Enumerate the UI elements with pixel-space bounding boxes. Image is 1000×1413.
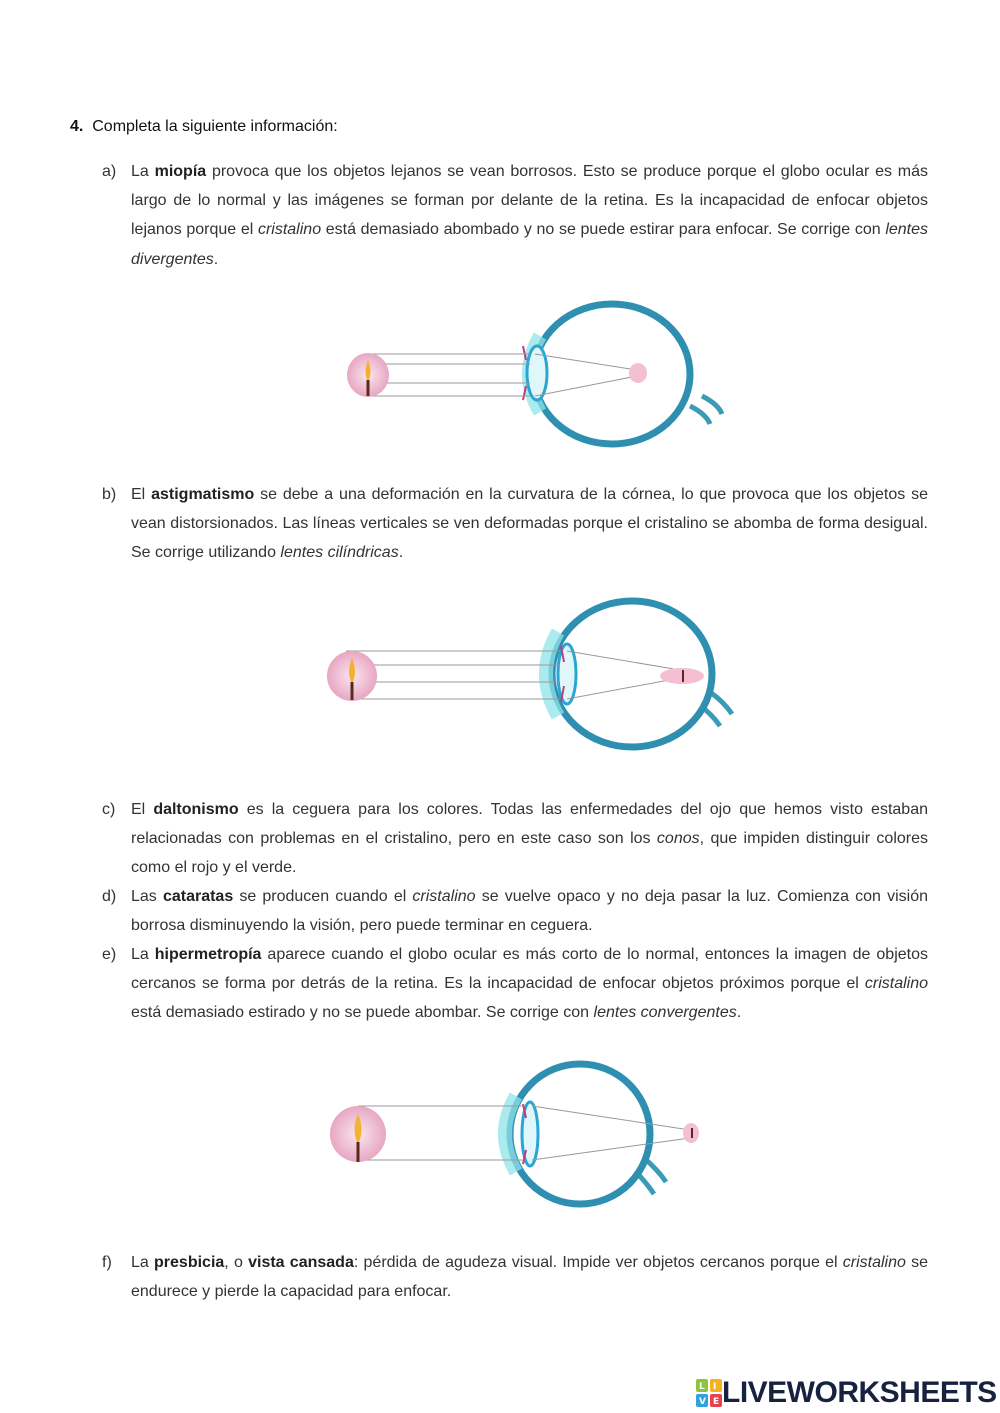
- lens: [558, 644, 576, 704]
- item-label: f): [102, 1254, 112, 1271]
- text-run: Las: [131, 888, 163, 905]
- item-presbyopia: [102, 1248, 928, 1306]
- item-myopia: [102, 157, 928, 274]
- logo-icon: [696, 1379, 722, 1407]
- emphasized-term: cristalino: [257, 221, 322, 239]
- item-text: [131, 157, 928, 274]
- text-run: .: [398, 544, 404, 562]
- text-run: La: [131, 946, 155, 963]
- text-run: es la ceguera para los colores. Todas las enfermedades del ojo que hemos visto estaban relacionadas con problemas en el cristalino, pero en este caso son los: [131, 801, 928, 848]
- item-color-blindness: [102, 795, 928, 883]
- svg-text:L: L: [699, 1382, 705, 1392]
- key-term: astigmatismo: [151, 486, 255, 503]
- text-run: .: [736, 1004, 742, 1022]
- item-text: [131, 480, 928, 568]
- key-term: hipermetropía: [154, 946, 262, 963]
- eyeball: [534, 304, 690, 444]
- hyperopia-eye-diagram: [318, 1052, 718, 1214]
- item-label: d): [102, 888, 117, 905]
- question-title: Completa la siguiente información:: [92, 118, 338, 135]
- text-run: .: [213, 250, 219, 268]
- liveworksheets-logo: [696, 1376, 997, 1410]
- key-term: cataratas: [162, 888, 234, 905]
- text-run: se producen cuando el: [233, 888, 413, 905]
- svg-text:V: V: [699, 1397, 706, 1407]
- text-run: : pérdida de agudeza visual. Impide ver objetos cercanos porque el: [353, 1254, 843, 1271]
- key-term: miopía: [154, 163, 207, 180]
- item-hyperopia: [102, 940, 928, 1028]
- key-term: vista cansada: [248, 1254, 354, 1271]
- svg-text:I: I: [713, 1382, 717, 1392]
- image-on-retina: [629, 363, 647, 383]
- item-label: b): [102, 486, 117, 503]
- item-text: [131, 882, 928, 940]
- astigmatism-eye-diagram: [312, 590, 742, 762]
- item-text: [131, 940, 928, 1028]
- text-run: El: [131, 801, 154, 818]
- text-run: se debe a una deformación en la curvatura de la córnea, lo que provoca que los objetos se vean distorsionados. Las líneas verticales se ven deformadas porque el cristalino se abomba de forma desigual. Se corrige utilizando: [131, 486, 929, 562]
- text-run: aparece cuando el globo ocular es más corto de lo normal, entonces la imagen de objetos cercanos se forma por detrás de la retina. Es la incapacidad de enfocar objetos próximos porque el: [131, 946, 928, 993]
- text-run: está demasiado estirado y no se puede abombar. Se corrige con: [131, 1004, 594, 1022]
- emphasized-term: conos: [656, 830, 700, 848]
- text-run: está demasiado abombado y no se puede estirar para enfocar. Se corrige con: [321, 221, 886, 239]
- emphasized-term: lentes convergentes: [593, 1004, 737, 1022]
- text-run: se endurece y pierde la capacidad para enfocar.: [131, 1254, 929, 1301]
- question-number: 4.: [70, 118, 84, 135]
- item-label: e): [102, 946, 117, 963]
- svg-text:E: E: [713, 1397, 720, 1407]
- text-run: provoca que los objetos lejanos se vean borrosos. Esto se produce porque el globo ocular es más largo de lo normal y las imágenes se forman por delante de la retina. Es la incapacidad de enfocar objetos lejanos porque el: [131, 163, 928, 239]
- emphasized-term: lentes divergentes: [131, 221, 929, 268]
- text-run: , o: [224, 1254, 249, 1271]
- logo-text: LIVEWORKSHEETS: [722, 1376, 997, 1409]
- text-run: El: [131, 486, 152, 503]
- item-label: a): [102, 163, 117, 180]
- text-run: se vuelve opaco y no deja pasar la luz. Comienza con visión borrosa disminuyendo la visión, pero puede terminar en ceguera.: [131, 888, 928, 935]
- item-text: [131, 1248, 928, 1306]
- text-run: La: [131, 1254, 155, 1271]
- item-text: [131, 795, 928, 883]
- emphasized-term: cristalino: [864, 975, 928, 993]
- key-term: daltonismo: [153, 801, 239, 818]
- emphasized-term: cristalino: [842, 1254, 906, 1271]
- question-heading: [70, 118, 338, 136]
- emphasized-term: cristalino: [412, 888, 476, 905]
- emphasized-term: lentes cilíndricas: [280, 544, 399, 562]
- text-run: La: [131, 163, 155, 180]
- optic-nerve: [690, 396, 722, 424]
- myopia-eye-diagram: [330, 296, 730, 456]
- item-cataracts: [102, 882, 928, 940]
- item-label: c): [102, 801, 116, 818]
- key-term: presbicia: [154, 1254, 225, 1271]
- item-astigmatism: [102, 480, 928, 568]
- text-run: , que impiden distinguir colores como el rojo y el verde.: [131, 830, 928, 877]
